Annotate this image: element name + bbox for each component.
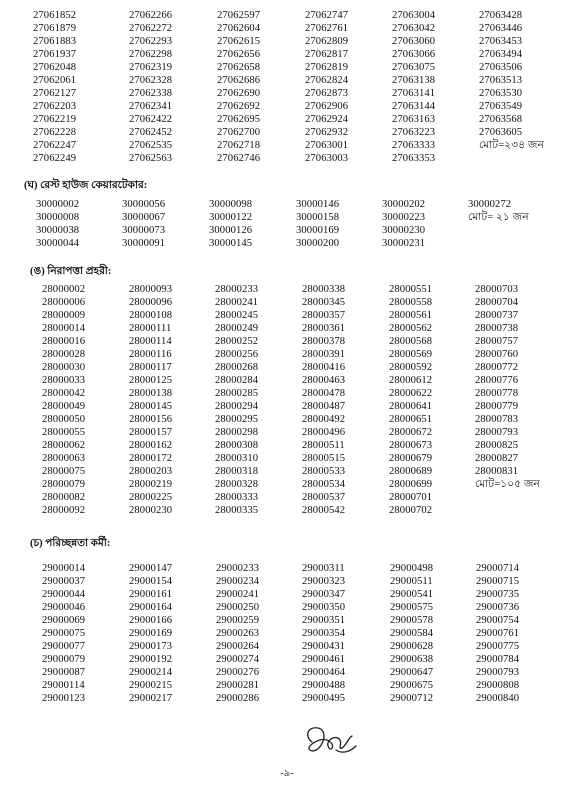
roll-number: 27062817	[305, 49, 349, 60]
roll-number: 28000496	[302, 427, 346, 438]
rest-house-caretaker-heading: (ঘ) রেস্ট হাউজ কেয়ারটেকার:	[24, 180, 148, 191]
roll-list-cleaner	[42, 562, 556, 705]
roll-number: 28000783	[475, 414, 519, 425]
roll-number: 28000760	[475, 349, 519, 360]
roll-number: 27062690	[217, 88, 261, 99]
roll-number: 29000215	[129, 680, 173, 691]
roll-number: 28000534	[302, 479, 346, 490]
roll-number: 28000533	[302, 466, 346, 477]
empty-cell	[468, 237, 548, 250]
roll-number: 28000310	[215, 453, 259, 464]
roll-number: 28000162	[129, 440, 173, 451]
roll-number: 29000281	[216, 680, 260, 691]
roll-number: 30000056	[122, 199, 166, 210]
roll-number: 30000272	[468, 199, 512, 210]
roll-number: 27062272	[129, 23, 173, 34]
roll-number: 27062127	[33, 88, 77, 99]
roll-number: 30000231	[382, 238, 426, 249]
roll-number: 30000098	[209, 199, 253, 210]
empty-cell	[475, 491, 555, 504]
roll-number: 29000234	[216, 576, 260, 587]
roll-number: 29000217	[129, 693, 173, 704]
roll-number: 28000075	[42, 466, 86, 477]
roll-number: 27063530	[479, 88, 523, 99]
roll-number: 29000077	[42, 641, 86, 652]
roll-number: 27062452	[129, 127, 173, 138]
roll-number: 29000311	[302, 563, 345, 574]
roll-number: 28000256	[215, 349, 259, 360]
roll-number: 28000542	[302, 505, 346, 516]
roll-number: 29000046	[42, 602, 86, 613]
roll-number: 28000333	[215, 492, 259, 503]
roll-number: 28000827	[475, 453, 519, 464]
roll-number: 27062700	[217, 127, 261, 138]
roll-number: 28000558	[389, 297, 433, 308]
roll-number: 28000145	[129, 401, 173, 412]
roll-number: 27063066	[392, 49, 436, 60]
roll-number: 28000172	[129, 453, 173, 464]
roll-number: 27063060	[392, 36, 436, 47]
roll-number: 29000761	[476, 628, 520, 639]
roll-number: 28000009	[42, 310, 86, 321]
roll-number: 27062695	[217, 114, 261, 125]
roll-number: 28000338	[302, 284, 346, 295]
roll-number: 28000093	[129, 284, 173, 295]
roll-number: 30000038	[36, 225, 80, 236]
roll-number: 28000416	[302, 362, 346, 373]
roll-number: 28000345	[302, 297, 346, 308]
roll-number: 27063333	[392, 140, 436, 151]
roll-number: 30000145	[209, 238, 253, 249]
roll-number: 28000014	[42, 323, 86, 334]
roll-number: 28000298	[215, 427, 259, 438]
roll-list-security-guard	[42, 283, 555, 517]
roll-number: 27062615	[217, 36, 261, 47]
roll-number: 30000230	[382, 225, 426, 236]
roll-number: 28000391	[302, 349, 346, 360]
roll-number: 28000702	[389, 505, 433, 516]
roll-number: 27062692	[217, 101, 261, 112]
roll-number: 27062597	[217, 10, 261, 21]
roll-number: 27062328	[129, 75, 173, 86]
roll-number: 29000840	[476, 693, 520, 704]
roll-number: 28000028	[42, 349, 86, 360]
roll-number: 29000263	[216, 628, 260, 639]
roll-number: 27062319	[129, 62, 173, 73]
roll-number: 28000361	[302, 323, 346, 334]
roll-number: 28000042	[42, 388, 86, 399]
roll-number: 27063001	[305, 140, 349, 151]
roll-number: 27063003	[305, 153, 349, 164]
roll-number: 27063141	[392, 88, 436, 99]
roll-number: 28000779	[475, 401, 519, 412]
roll-number: 29000578	[390, 615, 434, 626]
roll-number: 28000055	[42, 427, 86, 438]
roll-number: 28000537	[302, 492, 346, 503]
roll-number: 27062819	[305, 62, 349, 73]
roll-number: 29000161	[129, 589, 173, 600]
roll-number: 27062338	[129, 88, 173, 99]
roll-number: 28000219	[129, 479, 173, 490]
roll-number: 27062718	[217, 140, 261, 151]
roll-list-rest-house-caretaker	[36, 198, 548, 250]
roll-number: 29000214	[129, 667, 173, 678]
roll-number: 29000495	[302, 693, 346, 704]
roll-number: 27062761	[305, 23, 349, 34]
roll-number: 28000006	[42, 297, 86, 308]
cleaner-heading: (চ) পরিচ্ছন্নতা কর্মী:	[30, 538, 111, 549]
roll-number: 30000223	[382, 212, 426, 223]
roll-number: 27062658	[217, 62, 261, 73]
roll-number: 27063506	[479, 62, 523, 73]
roll-number: 27063144	[392, 101, 436, 112]
roll-number: 29000123	[42, 693, 86, 704]
roll-number: 27062219	[33, 114, 77, 125]
roll-number: 27063223	[392, 127, 436, 138]
roll-number: 28000569	[389, 349, 433, 360]
roll-number: 27062809	[305, 36, 349, 47]
empty-cell	[468, 224, 548, 237]
roll-number: 27062924	[305, 114, 349, 125]
roll-number: 29000037	[42, 576, 86, 587]
roll-number: 28000225	[129, 492, 173, 503]
roll-number: 29000014	[42, 563, 86, 574]
roll-number: 30000073	[122, 225, 166, 236]
roll-number: 27063446	[479, 23, 523, 34]
roll-number: 29000233	[216, 563, 260, 574]
roll-number: 27063549	[479, 101, 523, 112]
roll-number: 28000699	[389, 479, 433, 490]
roll-number: 27062061	[33, 75, 77, 86]
roll-number: 28000245	[215, 310, 259, 321]
roll-number: 27062228	[33, 127, 77, 138]
roll-number: 28000114	[129, 336, 172, 347]
roll-number: 28000776	[475, 375, 519, 386]
roll-number: 27063163	[392, 114, 436, 125]
roll-number: 29000323	[302, 576, 346, 587]
signature	[298, 720, 360, 760]
roll-number: 28000673	[389, 440, 433, 451]
roll-number: 28000002	[42, 284, 86, 295]
roll-number: 30000122	[209, 212, 253, 223]
roll-number: 29000114	[42, 680, 85, 691]
roll-number: 28000463	[302, 375, 346, 386]
roll-number: 29000498	[390, 563, 434, 574]
roll-number: 28000622	[389, 388, 433, 399]
roll-number: 28000030	[42, 362, 86, 373]
roll-number: 28000492	[302, 414, 346, 425]
roll-number: 28000641	[389, 401, 433, 412]
roll-number: 27063453	[479, 36, 523, 47]
roll-number: 28000117	[129, 362, 172, 373]
roll-number: 27062341	[129, 101, 173, 112]
roll-number: 29000173	[129, 641, 173, 652]
roll-number: 28000737	[475, 310, 519, 321]
total-count: মোট=২৩৪ জন	[479, 140, 544, 151]
roll-number: 28000294	[215, 401, 259, 412]
roll-number: 27062249	[33, 153, 77, 164]
roll-number: 28000561	[389, 310, 433, 321]
roll-number: 29000259	[216, 615, 260, 626]
roll-number: 27061852	[33, 10, 77, 21]
roll-number: 29000461	[302, 654, 346, 665]
roll-number: 29000793	[476, 667, 520, 678]
roll-number: 27063513	[479, 75, 523, 86]
roll-number: 28000111	[129, 323, 172, 334]
roll-number: 27063075	[392, 62, 436, 73]
roll-number: 27061883	[33, 36, 77, 47]
roll-number: 28000138	[129, 388, 173, 399]
roll-number: 28000116	[129, 349, 172, 360]
roll-number: 27062293	[129, 36, 173, 47]
roll-number: 27062747	[305, 10, 349, 21]
roll-number: 28000203	[129, 466, 173, 477]
roll-number: 29000079	[42, 654, 86, 665]
roll-number: 28000378	[302, 336, 346, 347]
total-count: মোট=১০৫ জন	[475, 479, 540, 490]
roll-number: 30000002	[36, 199, 80, 210]
roll-number: 29000628	[390, 641, 434, 652]
roll-number: 28000285	[215, 388, 259, 399]
roll-number: 29000735	[476, 589, 520, 600]
total-count: মোট= ২১ জন	[468, 212, 529, 223]
roll-number: 29000069	[42, 615, 86, 626]
roll-number: 27062563	[129, 153, 173, 164]
roll-number: 28000703	[475, 284, 519, 295]
roll-number: 28000551	[389, 284, 433, 295]
roll-number: 29000347	[302, 589, 346, 600]
roll-number: 29000276	[216, 667, 260, 678]
roll-list-section-1	[33, 9, 569, 165]
roll-number: 30000126	[209, 225, 253, 236]
roll-number: 30000008	[36, 212, 80, 223]
roll-number: 27062203	[33, 101, 77, 112]
roll-number: 27062746	[217, 153, 261, 164]
roll-number: 27062906	[305, 101, 349, 112]
roll-number: 27062604	[217, 23, 261, 34]
roll-number: 28000230	[129, 505, 173, 516]
roll-number: 27062686	[217, 75, 261, 86]
roll-number: 29000351	[302, 615, 346, 626]
security-guard-heading: (ঙ) নিরাপত্তা প্রহরী:	[30, 266, 112, 277]
roll-number: 28000704	[475, 297, 519, 308]
roll-number: 28000082	[42, 492, 86, 503]
roll-number: 27062656	[217, 49, 261, 60]
roll-number: 30000044	[36, 238, 80, 249]
empty-cell	[479, 152, 569, 165]
roll-number: 29000044	[42, 589, 86, 600]
roll-number: 28000825	[475, 440, 519, 451]
roll-number: 27063138	[392, 75, 436, 86]
roll-number: 28000157	[129, 427, 173, 438]
roll-number: 28000233	[215, 284, 259, 295]
roll-number: 29000250	[216, 602, 260, 613]
roll-number: 29000147	[129, 563, 173, 574]
roll-number: 28000308	[215, 440, 259, 451]
roll-number: 29000264	[216, 641, 260, 652]
roll-number: 29000784	[476, 654, 520, 665]
roll-number: 29000575	[390, 602, 434, 613]
roll-number: 29000154	[129, 576, 173, 587]
roll-number: 27062266	[129, 10, 173, 21]
roll-number: 29000754	[476, 615, 520, 626]
roll-number: 28000249	[215, 323, 259, 334]
roll-number: 30000202	[382, 199, 426, 210]
roll-number: 27062422	[129, 114, 173, 125]
roll-number: 27062824	[305, 75, 349, 86]
roll-number: 28000049	[42, 401, 86, 412]
roll-number: 28000478	[302, 388, 346, 399]
roll-number: 29000675	[390, 680, 434, 691]
roll-number: 27062535	[129, 140, 173, 151]
roll-number: 28000241	[215, 297, 259, 308]
roll-number: 29000808	[476, 680, 520, 691]
roll-number: 28000515	[302, 453, 346, 464]
roll-number: 27063004	[392, 10, 436, 21]
roll-number: 30000146	[296, 199, 340, 210]
roll-number: 29000488	[302, 680, 346, 691]
roll-number: 27062298	[129, 49, 173, 60]
roll-number: 29000166	[129, 615, 173, 626]
roll-number: 29000431	[302, 641, 346, 652]
roll-number: 29000164	[129, 602, 173, 613]
roll-number: 29000241	[216, 589, 260, 600]
roll-number: 29000350	[302, 602, 346, 613]
roll-number: 28000252	[215, 336, 259, 347]
roll-number: 27063568	[479, 114, 523, 125]
roll-number: 28000511	[302, 440, 345, 451]
roll-number: 29000541	[390, 589, 434, 600]
roll-number: 29000075	[42, 628, 86, 639]
roll-number: 28000033	[42, 375, 86, 386]
roll-number: 28000079	[42, 479, 86, 490]
roll-number: 28000295	[215, 414, 259, 425]
roll-number: 29000712	[390, 693, 434, 704]
roll-number: 29000511	[390, 576, 433, 587]
roll-number: 27062873	[305, 88, 349, 99]
empty-cell	[475, 504, 555, 517]
roll-number: 28000016	[42, 336, 86, 347]
roll-number: 28000679	[389, 453, 433, 464]
page-number: -৯-	[280, 768, 294, 779]
roll-number: 29000638	[390, 654, 434, 665]
roll-number: 28000062	[42, 440, 86, 451]
roll-number: 28000335	[215, 505, 259, 516]
roll-number: 27063605	[479, 127, 523, 138]
roll-number: 28000592	[389, 362, 433, 373]
roll-number: 28000778	[475, 388, 519, 399]
roll-number: 29000286	[216, 693, 260, 704]
roll-number: 27063494	[479, 49, 523, 60]
roll-number: 28000651	[389, 414, 433, 425]
roll-number: 27061937	[33, 49, 77, 60]
roll-number: 28000612	[389, 375, 433, 386]
roll-number: 27063042	[392, 23, 436, 34]
roll-number: 29000087	[42, 667, 86, 678]
roll-number: 28000831	[475, 466, 519, 477]
roll-number: 30000200	[296, 238, 340, 249]
roll-number: 30000169	[296, 225, 340, 236]
roll-number: 28000063	[42, 453, 86, 464]
roll-number: 27061879	[33, 23, 77, 34]
roll-number: 28000156	[129, 414, 173, 425]
roll-number: 29000736	[476, 602, 520, 613]
roll-number: 27062247	[33, 140, 77, 151]
roll-number: 27063353	[392, 153, 436, 164]
roll-number: 28000268	[215, 362, 259, 373]
roll-number: 28000793	[475, 427, 519, 438]
roll-number: 28000050	[42, 414, 86, 425]
roll-number: 28000357	[302, 310, 346, 321]
roll-number: 28000487	[302, 401, 346, 412]
roll-number: 27063428	[479, 10, 523, 21]
roll-number: 28000757	[475, 336, 519, 347]
roll-number: 28000284	[215, 375, 259, 386]
roll-number: 28000701	[389, 492, 433, 503]
roll-number: 30000091	[122, 238, 166, 249]
roll-number: 29000169	[129, 628, 173, 639]
roll-number: 29000714	[476, 563, 520, 574]
roll-number: 30000067	[122, 212, 166, 223]
roll-number: 28000689	[389, 466, 433, 477]
roll-number: 27062048	[33, 62, 77, 73]
roll-number: 29000775	[476, 641, 520, 652]
roll-number: 29000584	[390, 628, 434, 639]
roll-number: 28000328	[215, 479, 259, 490]
roll-number: 29000715	[476, 576, 520, 587]
roll-number: 28000672	[389, 427, 433, 438]
roll-number: 29000354	[302, 628, 346, 639]
roll-number: 28000568	[389, 336, 433, 347]
roll-number: 29000647	[390, 667, 434, 678]
roll-number: 30000158	[296, 212, 340, 223]
roll-number: 28000772	[475, 362, 519, 373]
roll-number: 28000092	[42, 505, 86, 516]
roll-number: 28000318	[215, 466, 259, 477]
roll-number: 29000192	[129, 654, 173, 665]
roll-number: 27062932	[305, 127, 349, 138]
roll-number: 28000096	[129, 297, 173, 308]
roll-number: 28000738	[475, 323, 519, 334]
roll-number: 29000274	[216, 654, 260, 665]
roll-number: 28000125	[129, 375, 173, 386]
roll-number: 29000464	[302, 667, 346, 678]
roll-number: 28000108	[129, 310, 173, 321]
roll-number: 28000562	[389, 323, 433, 334]
